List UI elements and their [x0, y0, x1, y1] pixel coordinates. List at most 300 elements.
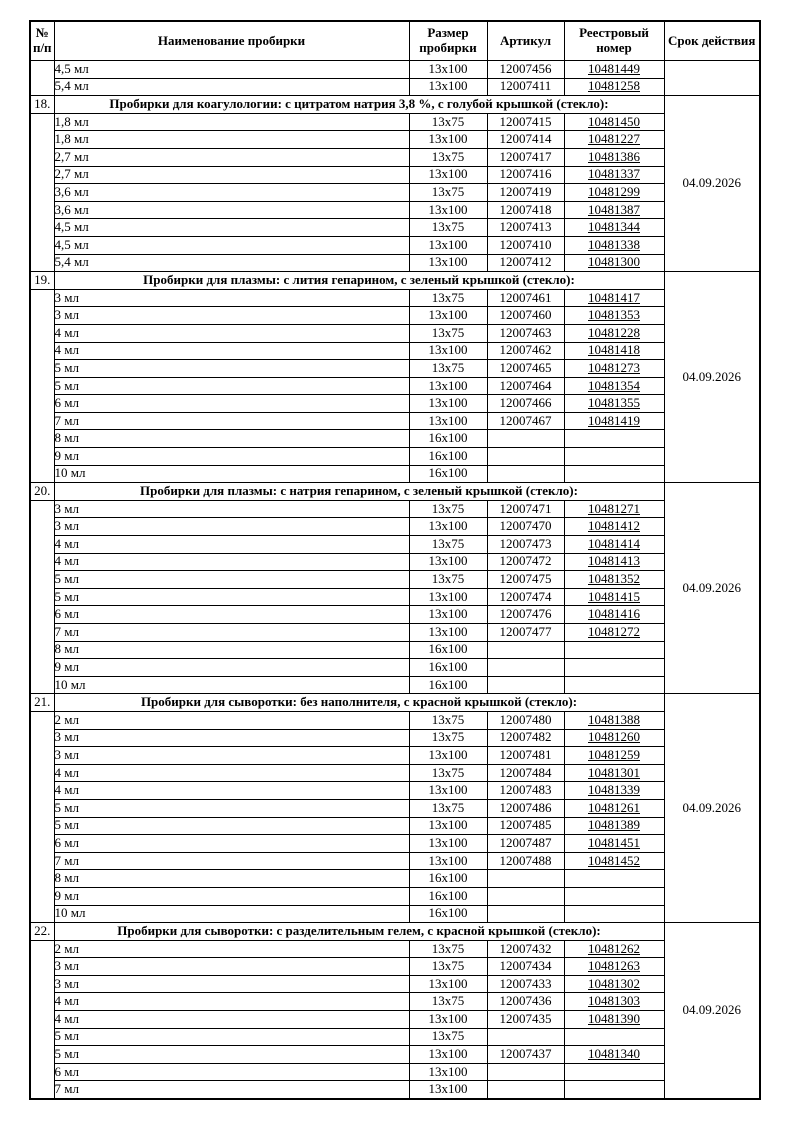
table-row [30, 61, 760, 79]
table-row [30, 571, 760, 589]
article-number-cell: 12007416 [487, 166, 564, 184]
tube-name-cell: 5,4 мл [54, 78, 409, 96]
tube-name-cell: 3,6 мл [54, 184, 409, 202]
article-number-cell: 12007419 [487, 184, 564, 202]
registry-number-link[interactable]: 10481228 [564, 324, 664, 342]
table-row [30, 852, 760, 870]
tube-name-cell: 3 мл [54, 729, 409, 747]
table-row [30, 324, 760, 342]
table-row [30, 835, 760, 853]
tube-name-cell: 4 мл [54, 324, 409, 342]
table-header [30, 21, 760, 61]
tube-name-cell: 10 мл [54, 676, 409, 694]
tube-name-cell: 7 мл [54, 852, 409, 870]
section-number-cell: 19. [30, 272, 54, 290]
table-row [30, 1046, 760, 1064]
article-number-cell: 12007480 [487, 711, 564, 729]
tube-size-cell: 13x100 [409, 852, 487, 870]
tube-size-cell: 13x75 [409, 799, 487, 817]
article-number-cell: 12007476 [487, 606, 564, 624]
article-number-cell: 12007482 [487, 729, 564, 747]
registry-number-link[interactable]: 10481418 [564, 342, 664, 360]
section-header-row [30, 923, 760, 941]
section-title-cell: Пробирки для сыворотки: без наполнителя, с красной крышкой (стекло): [54, 694, 664, 712]
article-number-cell: 12007461 [487, 289, 564, 307]
table-row [30, 184, 760, 202]
table-row [30, 201, 760, 219]
tube-name-cell: 5 мл [54, 1046, 409, 1064]
tube-size-cell: 13x100 [409, 342, 487, 360]
table-row [30, 113, 760, 131]
registry-number-link[interactable]: 10481352 [564, 571, 664, 589]
table-body [30, 61, 760, 1099]
article-number-cell [487, 430, 564, 448]
article-number-cell: 12007414 [487, 131, 564, 149]
registry-number-link[interactable]: 10481300 [564, 254, 664, 272]
registry-number-link[interactable]: 10481262 [564, 940, 664, 958]
registry-number-link[interactable]: 10481389 [564, 817, 664, 835]
validity-date-cell: 04.09.2026 [664, 272, 760, 483]
tube-name-cell: 10 мл [54, 905, 409, 923]
article-number-cell: 12007466 [487, 395, 564, 413]
registry-number-link[interactable]: 10481353 [564, 307, 664, 325]
table-row [30, 289, 760, 307]
article-number-cell: 12007474 [487, 588, 564, 606]
tube-name-cell: 2 мл [54, 711, 409, 729]
article-number-cell: 12007418 [487, 201, 564, 219]
tube-size-cell: 13x75 [409, 219, 487, 237]
article-number-cell [487, 1063, 564, 1081]
article-number-cell: 12007484 [487, 764, 564, 782]
tube-name-cell: 1,8 мл [54, 131, 409, 149]
tube-size-cell: 13x75 [409, 711, 487, 729]
table-row [30, 536, 760, 554]
tube-name-cell: 7 мл [54, 1081, 409, 1099]
tube-size-cell: 13x100 [409, 588, 487, 606]
tube-size-cell: 16x100 [409, 887, 487, 905]
table-row [30, 729, 760, 747]
tube-size-cell: 13x75 [409, 360, 487, 378]
tube-name-cell: 6 мл [54, 395, 409, 413]
tube-name-cell: 5 мл [54, 799, 409, 817]
tube-size-cell: 13x100 [409, 131, 487, 149]
table-row [30, 148, 760, 166]
table-row [30, 958, 760, 976]
tube-size-cell: 13x100 [409, 377, 487, 395]
tube-size-cell: 13x100 [409, 1046, 487, 1064]
article-number-cell: 12007481 [487, 747, 564, 765]
tube-size-cell: 13x75 [409, 113, 487, 131]
registry-number-link [564, 905, 664, 923]
section-header-row [30, 694, 760, 712]
tube-name-cell: 5,4 мл [54, 254, 409, 272]
tube-size-cell: 13x75 [409, 571, 487, 589]
registry-number-link[interactable]: 10481450 [564, 113, 664, 131]
table-row [30, 817, 760, 835]
section-number-empty-cell [30, 113, 54, 271]
section-header-row [30, 483, 760, 501]
tube-size-cell: 13x100 [409, 254, 487, 272]
table-row [30, 342, 760, 360]
registry-number-link[interactable]: 10481344 [564, 219, 664, 237]
tube-size-cell: 13x100 [409, 606, 487, 624]
validity-date-cell: 04.09.2026 [664, 923, 760, 1099]
tube-name-cell: 9 мл [54, 448, 409, 466]
article-number-cell [487, 676, 564, 694]
registry-number-link[interactable]: 10481302 [564, 975, 664, 993]
tube-name-cell: 5 мл [54, 377, 409, 395]
tube-size-cell: 13x75 [409, 764, 487, 782]
article-number-cell: 12007463 [487, 324, 564, 342]
tube-name-cell: 6 мл [54, 606, 409, 624]
registry-number-link [564, 430, 664, 448]
tube-size-cell: 13x100 [409, 782, 487, 800]
registry-number-link [564, 887, 664, 905]
article-number-cell: 12007464 [487, 377, 564, 395]
tube-name-cell: 2,7 мл [54, 148, 409, 166]
tube-size-cell: 13x75 [409, 184, 487, 202]
registry-number-link[interactable]: 10481412 [564, 518, 664, 536]
tube-size-cell: 13x100 [409, 412, 487, 430]
tube-products-table [29, 20, 761, 1100]
col-header-num: № п/п [30, 21, 54, 61]
tube-size-cell: 16x100 [409, 641, 487, 659]
tube-size-cell: 13x75 [409, 536, 487, 554]
table-row [30, 500, 760, 518]
tube-size-cell: 13x75 [409, 289, 487, 307]
article-number-cell: 12007413 [487, 219, 564, 237]
table-row [30, 782, 760, 800]
registry-number-link[interactable]: 10481258 [564, 78, 664, 96]
article-number-cell [487, 641, 564, 659]
tube-name-cell: 4,5 мл [54, 61, 409, 79]
tube-name-cell: 3 мл [54, 500, 409, 518]
registry-number-link[interactable]: 10481416 [564, 606, 664, 624]
table-row [30, 641, 760, 659]
article-number-cell: 12007460 [487, 307, 564, 325]
section-title-cell: Пробирки для плазмы: с лития гепарином, с зеленый крышкой (стекло): [54, 272, 664, 290]
table-row [30, 588, 760, 606]
table-row [30, 940, 760, 958]
registry-number-link[interactable]: 10481415 [564, 588, 664, 606]
article-number-cell: 12007437 [487, 1046, 564, 1064]
table-row [30, 676, 760, 694]
article-number-cell: 12007456 [487, 61, 564, 79]
tube-size-cell: 13x100 [409, 236, 487, 254]
section-title-cell: Пробирки для сыворотки: с разделительным гелем, с красной крышкой (стекло): [54, 923, 664, 941]
tube-name-cell: 4,5 мл [54, 219, 409, 237]
table-row [30, 1063, 760, 1081]
tube-size-cell: 13x100 [409, 553, 487, 571]
table-row [30, 553, 760, 571]
tube-name-cell: 3 мл [54, 958, 409, 976]
tube-size-cell: 13x100 [409, 78, 487, 96]
article-number-cell: 12007432 [487, 940, 564, 958]
table-row [30, 236, 760, 254]
tube-name-cell: 6 мл [54, 835, 409, 853]
registry-number-link[interactable]: 10481227 [564, 131, 664, 149]
tube-name-cell: 3 мл [54, 747, 409, 765]
tube-name-cell: 4 мл [54, 993, 409, 1011]
tube-name-cell: 8 мл [54, 430, 409, 448]
article-number-cell [487, 1028, 564, 1046]
registry-number-link[interactable]: 10481452 [564, 852, 664, 870]
registry-number-link[interactable]: 10481273 [564, 360, 664, 378]
tube-name-cell: 4 мл [54, 342, 409, 360]
section-number-cell: 22. [30, 923, 54, 941]
section-number-empty-cell [30, 289, 54, 483]
tube-name-cell: 4 мл [54, 553, 409, 571]
registry-number-link[interactable]: 10481272 [564, 624, 664, 642]
article-number-cell [487, 465, 564, 483]
table-row [30, 412, 760, 430]
registry-number-link[interactable]: 10481387 [564, 201, 664, 219]
table-row [30, 993, 760, 1011]
tube-name-cell: 3,6 мл [54, 201, 409, 219]
tube-size-cell: 16x100 [409, 676, 487, 694]
table-row [30, 975, 760, 993]
registry-number-link [564, 1028, 664, 1046]
registry-number-link[interactable]: 10481386 [564, 148, 664, 166]
tube-size-cell: 16x100 [409, 659, 487, 677]
article-number-cell: 12007433 [487, 975, 564, 993]
article-number-cell: 12007470 [487, 518, 564, 536]
article-number-cell [487, 870, 564, 888]
tube-name-cell: 4 мл [54, 536, 409, 554]
article-number-cell: 12007436 [487, 993, 564, 1011]
validity-date-cell: 04.09.2026 [664, 483, 760, 694]
tube-size-cell: 13x75 [409, 940, 487, 958]
tube-size-cell: 13x75 [409, 729, 487, 747]
article-number-cell: 12007483 [487, 782, 564, 800]
registry-number-link [564, 641, 664, 659]
table-row [30, 131, 760, 149]
tube-size-cell: 13x100 [409, 307, 487, 325]
table-row [30, 518, 760, 536]
section-title-cell: Пробирки для коагулологии: с цитратом натрия 3,8 %, с голубой крышкой (стекло): [54, 96, 664, 114]
table-row [30, 307, 760, 325]
tube-size-cell: 13x100 [409, 518, 487, 536]
tube-size-cell: 13x100 [409, 835, 487, 853]
section-number-empty-cell [30, 61, 54, 96]
tube-name-cell: 9 мл [54, 887, 409, 905]
table-row [30, 870, 760, 888]
tube-name-cell: 8 мл [54, 641, 409, 659]
tube-name-cell: 7 мл [54, 624, 409, 642]
tube-size-cell: 13x100 [409, 395, 487, 413]
table-row [30, 799, 760, 817]
article-number-cell [487, 887, 564, 905]
article-number-cell: 12007434 [487, 958, 564, 976]
registry-number-link[interactable]: 10481338 [564, 236, 664, 254]
registry-number-link[interactable]: 10481261 [564, 799, 664, 817]
registry-number-link[interactable]: 10481303 [564, 993, 664, 1011]
article-number-cell: 12007487 [487, 835, 564, 853]
article-number-cell: 12007475 [487, 571, 564, 589]
table-row [30, 395, 760, 413]
tube-name-cell: 8 мл [54, 870, 409, 888]
table-row [30, 377, 760, 395]
tube-name-cell: 4,5 мл [54, 236, 409, 254]
table-row [30, 254, 760, 272]
tube-name-cell: 10 мл [54, 465, 409, 483]
table-row [30, 166, 760, 184]
registry-number-link[interactable]: 10481260 [564, 729, 664, 747]
tube-name-cell: 2,7 мл [54, 166, 409, 184]
registry-number-link [564, 465, 664, 483]
tube-name-cell: 1,8 мл [54, 113, 409, 131]
table-row [30, 747, 760, 765]
validity-date-cell: 04.09.2026 [664, 694, 760, 923]
article-number-cell: 12007467 [487, 412, 564, 430]
table-row [30, 360, 760, 378]
table-row [30, 430, 760, 448]
article-number-cell [487, 905, 564, 923]
tube-size-cell: 16x100 [409, 870, 487, 888]
table-row [30, 1081, 760, 1099]
registry-number-link[interactable]: 10481419 [564, 412, 664, 430]
tube-size-cell: 13x100 [409, 201, 487, 219]
article-number-cell: 12007471 [487, 500, 564, 518]
registry-number-link[interactable]: 10481271 [564, 500, 664, 518]
tube-name-cell: 5 мл [54, 571, 409, 589]
tube-size-cell: 13x75 [409, 500, 487, 518]
article-number-cell [487, 659, 564, 677]
registry-number-link[interactable]: 10481413 [564, 553, 664, 571]
article-number-cell: 12007465 [487, 360, 564, 378]
tube-size-cell: 13x100 [409, 624, 487, 642]
table-row [30, 887, 760, 905]
registry-number-link[interactable]: 10481263 [564, 958, 664, 976]
article-number-cell: 12007415 [487, 113, 564, 131]
registry-number-link[interactable]: 10481390 [564, 1011, 664, 1029]
article-number-cell [487, 1081, 564, 1099]
article-number-cell [487, 448, 564, 466]
table-row [30, 905, 760, 923]
article-number-cell: 12007435 [487, 1011, 564, 1029]
registry-number-link[interactable]: 10481301 [564, 764, 664, 782]
section-title-cell: Пробирки для плазмы: с натрия гепарином, с зеленый крышкой (стекло): [54, 483, 664, 501]
table-row [30, 606, 760, 624]
tube-name-cell: 4 мл [54, 782, 409, 800]
section-number-empty-cell [30, 500, 54, 694]
table-row [30, 78, 760, 96]
article-number-cell: 12007412 [487, 254, 564, 272]
tube-size-cell: 13x100 [409, 975, 487, 993]
registry-number-link [564, 1063, 664, 1081]
article-number-cell: 12007410 [487, 236, 564, 254]
table-row [30, 711, 760, 729]
registry-number-link[interactable]: 10481299 [564, 184, 664, 202]
tube-size-cell: 13x100 [409, 1063, 487, 1081]
section-number-cell: 20. [30, 483, 54, 501]
tube-size-cell: 16x100 [409, 465, 487, 483]
registry-number-link[interactable]: 10481340 [564, 1046, 664, 1064]
table-row [30, 1028, 760, 1046]
article-number-cell: 12007488 [487, 852, 564, 870]
tube-name-cell: 3 мл [54, 289, 409, 307]
table-row [30, 624, 760, 642]
tube-name-cell: 2 мл [54, 940, 409, 958]
article-number-cell: 12007477 [487, 624, 564, 642]
section-number-empty-cell [30, 940, 54, 1098]
tube-size-cell: 13x75 [409, 1028, 487, 1046]
article-number-cell: 12007411 [487, 78, 564, 96]
col-header-article: Артикул [487, 21, 564, 61]
tube-size-cell: 13x75 [409, 324, 487, 342]
header-row [30, 21, 760, 61]
registry-number-link [564, 1081, 664, 1099]
section-number-cell: 18. [30, 96, 54, 114]
tube-size-cell: 16x100 [409, 448, 487, 466]
validity-empty-cell [664, 61, 760, 96]
registry-number-link[interactable]: 10481417 [564, 289, 664, 307]
registry-number-link[interactable]: 10481451 [564, 835, 664, 853]
table-row [30, 764, 760, 782]
tube-name-cell: 9 мл [54, 659, 409, 677]
tube-size-cell: 16x100 [409, 430, 487, 448]
article-number-cell: 12007462 [487, 342, 564, 360]
table-row [30, 219, 760, 237]
registry-number-link[interactable]: 10481337 [564, 166, 664, 184]
registry-number-link[interactable]: 10481354 [564, 377, 664, 395]
tube-size-cell: 16x100 [409, 905, 487, 923]
section-number-cell: 21. [30, 694, 54, 712]
tube-name-cell: 5 мл [54, 817, 409, 835]
section-header-row [30, 272, 760, 290]
tube-name-cell: 5 мл [54, 588, 409, 606]
col-header-name: Наименование пробирки [54, 21, 409, 61]
tube-size-cell: 13x100 [409, 61, 487, 79]
tube-name-cell: 7 мл [54, 412, 409, 430]
registry-number-link[interactable]: 10481339 [564, 782, 664, 800]
table-row [30, 448, 760, 466]
section-header-row [30, 96, 760, 114]
tube-size-cell: 13x75 [409, 958, 487, 976]
tube-size-cell: 13x100 [409, 1011, 487, 1029]
table-row [30, 659, 760, 677]
tube-size-cell: 13x100 [409, 747, 487, 765]
tube-name-cell: 4 мл [54, 764, 409, 782]
col-header-validity: Срок действия [664, 21, 760, 61]
tube-size-cell: 13x100 [409, 817, 487, 835]
registry-number-link[interactable]: 10481259 [564, 747, 664, 765]
article-number-cell: 12007472 [487, 553, 564, 571]
tube-name-cell: 3 мл [54, 518, 409, 536]
tube-size-cell: 13x75 [409, 993, 487, 1011]
article-number-cell: 12007473 [487, 536, 564, 554]
tube-name-cell: 5 мл [54, 360, 409, 378]
tube-size-cell: 13x100 [409, 1081, 487, 1099]
registry-number-link [564, 448, 664, 466]
tube-size-cell: 13x100 [409, 166, 487, 184]
registry-number-link [564, 659, 664, 677]
table-row [30, 465, 760, 483]
tube-name-cell: 3 мл [54, 975, 409, 993]
article-number-cell: 12007485 [487, 817, 564, 835]
registry-number-link [564, 676, 664, 694]
registry-number-link[interactable]: 10481355 [564, 395, 664, 413]
col-header-size: Размер пробирки [409, 21, 487, 61]
article-number-cell: 12007486 [487, 799, 564, 817]
tube-name-cell: 6 мл [54, 1063, 409, 1081]
registry-number-link[interactable]: 10481388 [564, 711, 664, 729]
tube-name-cell: 4 мл [54, 1011, 409, 1029]
registry-number-link[interactable]: 10481449 [564, 61, 664, 79]
table-row [30, 1011, 760, 1029]
registry-number-link[interactable]: 10481414 [564, 536, 664, 554]
article-number-cell: 12007417 [487, 148, 564, 166]
